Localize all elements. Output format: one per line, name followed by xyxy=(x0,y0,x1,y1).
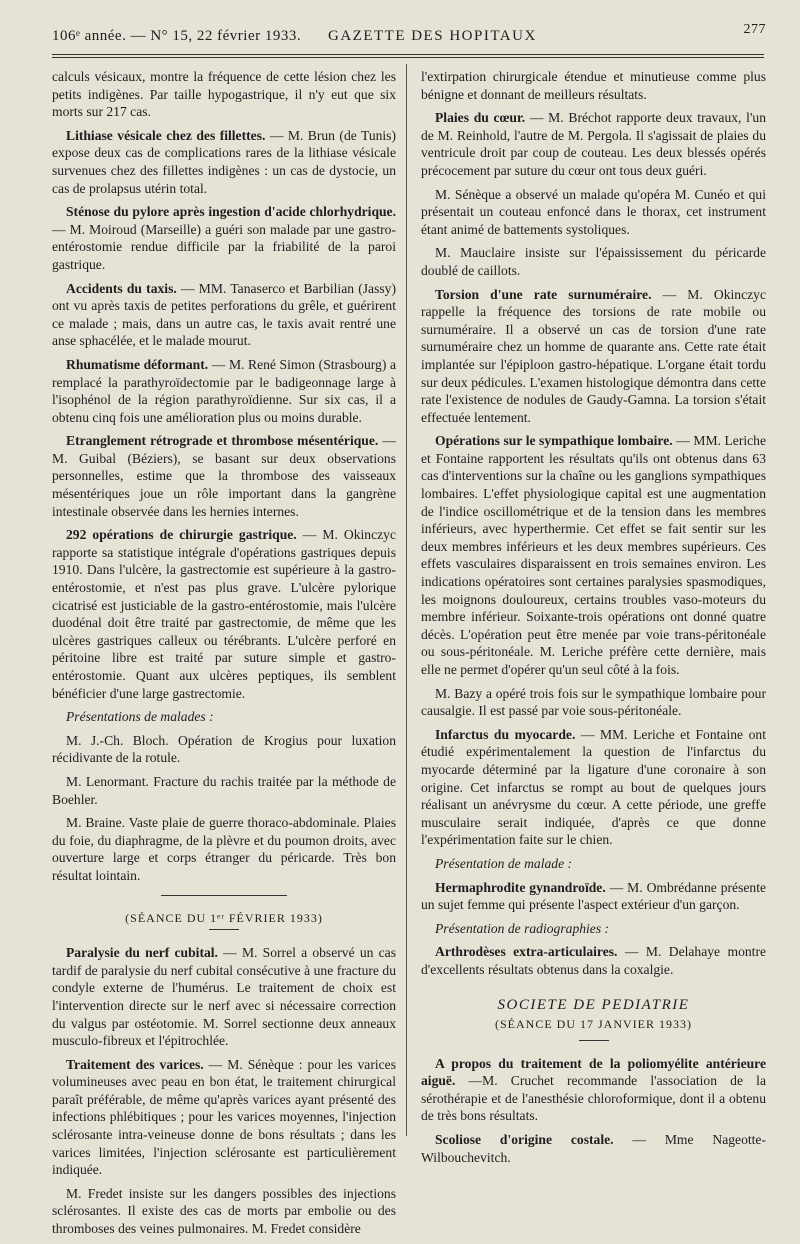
section-heading: Sténose du pylore après ingestion d'acide chlorhydrique. xyxy=(66,204,396,220)
paragraph xyxy=(421,286,766,427)
section-heading: 292 opérations de chirurgie gastrique. xyxy=(66,527,297,543)
paragraph xyxy=(421,432,766,678)
paragraph xyxy=(421,1055,766,1125)
paragraph: M. Bazy a opéré trois fois sur le sympathique lombaire pour causalgie. Il est passé par voie sous-péritonéale. xyxy=(421,685,766,719)
paragraph: M. Braine. Vaste plaie de guerre thoraco-abdominale. Plaies du foie, du diaphragme, de la plèvre et du poumon droits, avec ouverture large et corps étranger du péricarde. Très bon résultat lointain. xyxy=(52,815,396,883)
paragraph-body: — M. Okinczyc rappelle la fréquence des torsions de rate mobile ou surnuméraire. Il a observé un cas de torsion d'une rate surnuméraire chez un homme de quarante ans. Cette rate était implantée sur l'épiploon gastro-hépatique. L'organe était tordu sur deux pédicules. L'examen histologique démontra dans cette rate l'existence de nodules de Gaudy-Gamna. La torsion s'était effectuée lentement. xyxy=(421,286,766,425)
separator-rule xyxy=(161,895,287,896)
section-heading: Scoliose d'origine costale. xyxy=(435,1132,614,1148)
page-header xyxy=(52,22,764,48)
right-column xyxy=(421,68,766,1172)
section-heading: A propos du traitement de la poliomyélite antérieure aiguë. xyxy=(421,1055,766,1089)
paragraph xyxy=(421,943,766,978)
paragraph-body: — M. Okinczyc rapporte sa statistique intégrale d'opérations gastriques depuis 1910. Dans l'ulcère, la gastrectomie est supérieure à la gastro-entérostomie, et n'est pas plus grave. L'ulcère pylorique cicatrisé est justiciable de la gastro-entérostomie, mais l'ulcère duodénal doit être traité par gastrectomie, de même que les ulcères gastriques calleux ou térébrants. L'ulcère perforé en péritoine libre est traité par suture simple et gastro-entérostomie. Quant aux ulcères peptiques, ils semblent bénéficier d'une large gastrectomie. xyxy=(52,527,396,701)
section-heading: Plaies du cœur. xyxy=(435,110,526,126)
paragraph: M. Lenormant. Fracture du rachis traitée par la méthode de Boehler. xyxy=(52,773,396,807)
section-heading: Torsion d'une rate surnuméraire. xyxy=(435,286,652,302)
seance-date: (SÉANCE DU 17 JANVIER 1933) xyxy=(495,1017,692,1032)
left-column xyxy=(52,68,396,1244)
paragraph xyxy=(52,280,396,350)
paragraph xyxy=(52,203,396,273)
issue-info: 106ᵉ année. — N° 15, 22 février 1933. xyxy=(52,28,302,44)
column-divider xyxy=(406,64,407,1136)
section-heading: Arthrodèses extra-articulaires. xyxy=(435,944,618,960)
presentation-heading: Présentation de radiographies : xyxy=(435,920,610,936)
paragraph-body: — M. Sénèque : pour les varices volumineuses avec peau en bon état, le traitement chirurgical paraît préférable, de même qu'après varices ayant présenté des infections phlébitiques ; pour les varices moyennes, l'injection sclérosante intra-veineuse donne de bons résultats ; dans les varices limitées, l'injection sclérosante est particulièrement indiquée. xyxy=(52,1056,396,1178)
section-heading: Accidents du taxis. xyxy=(66,280,177,296)
paragraph-body: — M. René Simon (Strasbourg) a remplacé la parathyroïdectomie par le badigeonnage large à l'isophénol de la région parathyroïdienne. Sur six cas, il a obtenu cinq fois une amélioration plus ou moins durable. xyxy=(52,356,396,425)
paragraph: M. J.-Ch. Bloch. Opération de Krogius pour luxation récidivante de la rotule. xyxy=(52,732,396,766)
header-rule-bottom xyxy=(52,57,764,58)
paragraph-body: — M. Sorrel a observé un cas tardif de paralysie du nerf cubital consécutive à une fracture du condyle externe de l'humérus. Le traitement de choix est l'intervention directe sur le nerf avec si nécessaire correction du valgus par ostéotomie. M. Sorrel sectionne deux anneaux musculo-fibreux et l'épitrochlée. xyxy=(52,945,396,1049)
paragraph xyxy=(52,526,396,702)
paragraph xyxy=(52,356,396,426)
section-heading: Lithiase vésicale chez des fillettes. xyxy=(66,127,266,143)
paragraph: M. Fredet insiste sur les dangers possibles des injections sclérosantes. Il existe des cas de morts par embolie ou des thromboses des veines pulmonaires. M. Fredet considère xyxy=(52,1185,396,1237)
paragraph-body: — Mme Nageotte-Wilbouchevitch. xyxy=(421,1132,766,1165)
section-heading: Rhumatisme déformant. xyxy=(66,356,209,372)
seance-date: (SÉANCE DU 1ᵉʳ FÉVRIER 1933) xyxy=(125,910,323,925)
presentation-heading: Présentation de malade : xyxy=(435,855,573,871)
section-heading: Paralysie du nerf cubital. xyxy=(66,945,218,961)
paragraph xyxy=(421,879,766,914)
paragraph xyxy=(421,1131,766,1166)
paragraph xyxy=(421,109,766,179)
paragraph xyxy=(52,432,396,520)
paragraph-body: —M. Cruchet recommande l'association de la sérothérapie et de l'anesthésie chloroformique, dont il a obtenu de très bons résultats. xyxy=(421,1073,766,1124)
paragraph xyxy=(52,944,396,1050)
paragraph-body: — M. Brun (de Tunis) expose deux cas de complications rares de la lithiase vésicale survenues chez des fillettes indigènes : un cas de dystocie, un cas de prolapsus utérin total. xyxy=(52,127,397,196)
paragraph: M. Mauclaire insiste sur l'épaississement du péricarde doublé de caillots. xyxy=(421,245,766,278)
paragraph-body: — M. Moiroud (Marseille) a guéri son malade par une gastro-entérostomie rendue difficile par la friabilité de la paroi gastrique. xyxy=(52,221,396,272)
section-heading: Opérations sur le sympathique lombaire. xyxy=(435,433,673,449)
paragraph-body: — MM. Leriche et Fontaine ont étudié expérimentalement la question de l'infarctus du myocarde déterminé par la ligature d'une coronaire à son origine. Cet infarctus se rompt au bout de quelques jours réalisant un anévrysme du cœur. A cette période, une greffe musculaire serait indiquée, d'après ce que donne l'expérimentation faite sur le chien. xyxy=(421,726,766,848)
paragraph xyxy=(421,726,766,849)
paragraph: calculs vésicaux, montre la fréquence de cette lésion chez les petits indigènes. Par taille hypogastrique, il n'y eut que six morts sur 217 cas. xyxy=(52,69,396,120)
paragraph-body: — M. Guibal (Béziers), se basant sur deux observations personnelles, estime que la thrombose des vaisseaux mésentériques joue un rôle important dans la gangrène intestinale observée dans les hernies internes. xyxy=(52,433,396,519)
presentations-heading: Présentations de malades : xyxy=(66,709,214,725)
paragraph-body: — M. Delahaye montre d'excellents résultats obtenus dans la coxalgie. xyxy=(421,944,767,977)
paragraph-body: — M. Bréchot rapporte deux travaux, l'un de M. Reinhold, l'autre de M. Pergola. Il s'agissait de plaies du ventricule droit par coup de couteau. Les deux blessés opérés précocement par suture du cœur ont tous deux guéri. xyxy=(421,110,766,178)
section-heading: Etranglement rétrograde et thrombose mésentérique. xyxy=(66,433,379,449)
paragraph xyxy=(52,1056,396,1179)
section-heading: Traitement des varices. xyxy=(66,1056,204,1072)
paragraph-body: — MM. Leriche et Fontaine rapportent les résultats qu'ils ont obtenus dans 63 cas d'interventions sur la chaîne ou les ganglions sympathiques lombaires. L'effet physiologique capital est une augmentation de l'indice oscillométrique et de la tension dans les membres inférieurs, avec hyperthermie. Cet effet se fait sentir sur les deux membres inférieurs et les deux membres supérieurs. Ces effets vasculaires disparaissent en trois semaines environ. Les indications opératoires sont certaines paralysies spasmodiques, les moignons douloureux, certains troubles vaso-moteurs du membre inférieur. Soixante-trois opérations ont donné quatre décès. L'opération peut être menée par voie trans-péritonéale ou sous-péritonéale. M. Leriche préfère cette dernière, mais elle ne permet d'opérer qu'un seul côté à la fois. xyxy=(421,433,766,677)
header-rule-top xyxy=(52,54,764,55)
page-number: 277 xyxy=(743,22,766,37)
paragraph-body: — MM. Tanaserco et Barbilian (Jassy) ont vu après taxis de petites perforations du grêle, et guérirent ce malade ; mais, dans un autre cas, le taxis avait rentré une anse sphacélée, et le malade mourut. xyxy=(52,280,396,349)
section-heading: Infarctus du myocarde. xyxy=(435,726,576,742)
paragraph xyxy=(52,127,396,197)
paragraph: M. Sénèque a observé un malade qu'opéra M. Cunéo et qui présentait un couteau enfoncé dans le thorax, cet instrument étant animé de battements systoliques. xyxy=(421,186,766,237)
section-heading: Hermaphrodite gynandroïde. xyxy=(435,879,606,895)
paragraph-body: — M. Ombrédanne présente un sujet femme qui présente l'aspect extérieur d'un garçon. xyxy=(421,879,766,913)
journal-title: GAZETTE DES HOPITAUX xyxy=(328,28,537,44)
separator-rule-short xyxy=(209,929,239,930)
separator-rule-short xyxy=(579,1040,609,1041)
society-title: SOCIETE DE PEDIATRIE xyxy=(497,996,690,1013)
paragraph: l'extirpation chirurgicale étendue et minutieuse comme plus bénigne et donnant de meilleurs résultats. xyxy=(421,69,766,102)
